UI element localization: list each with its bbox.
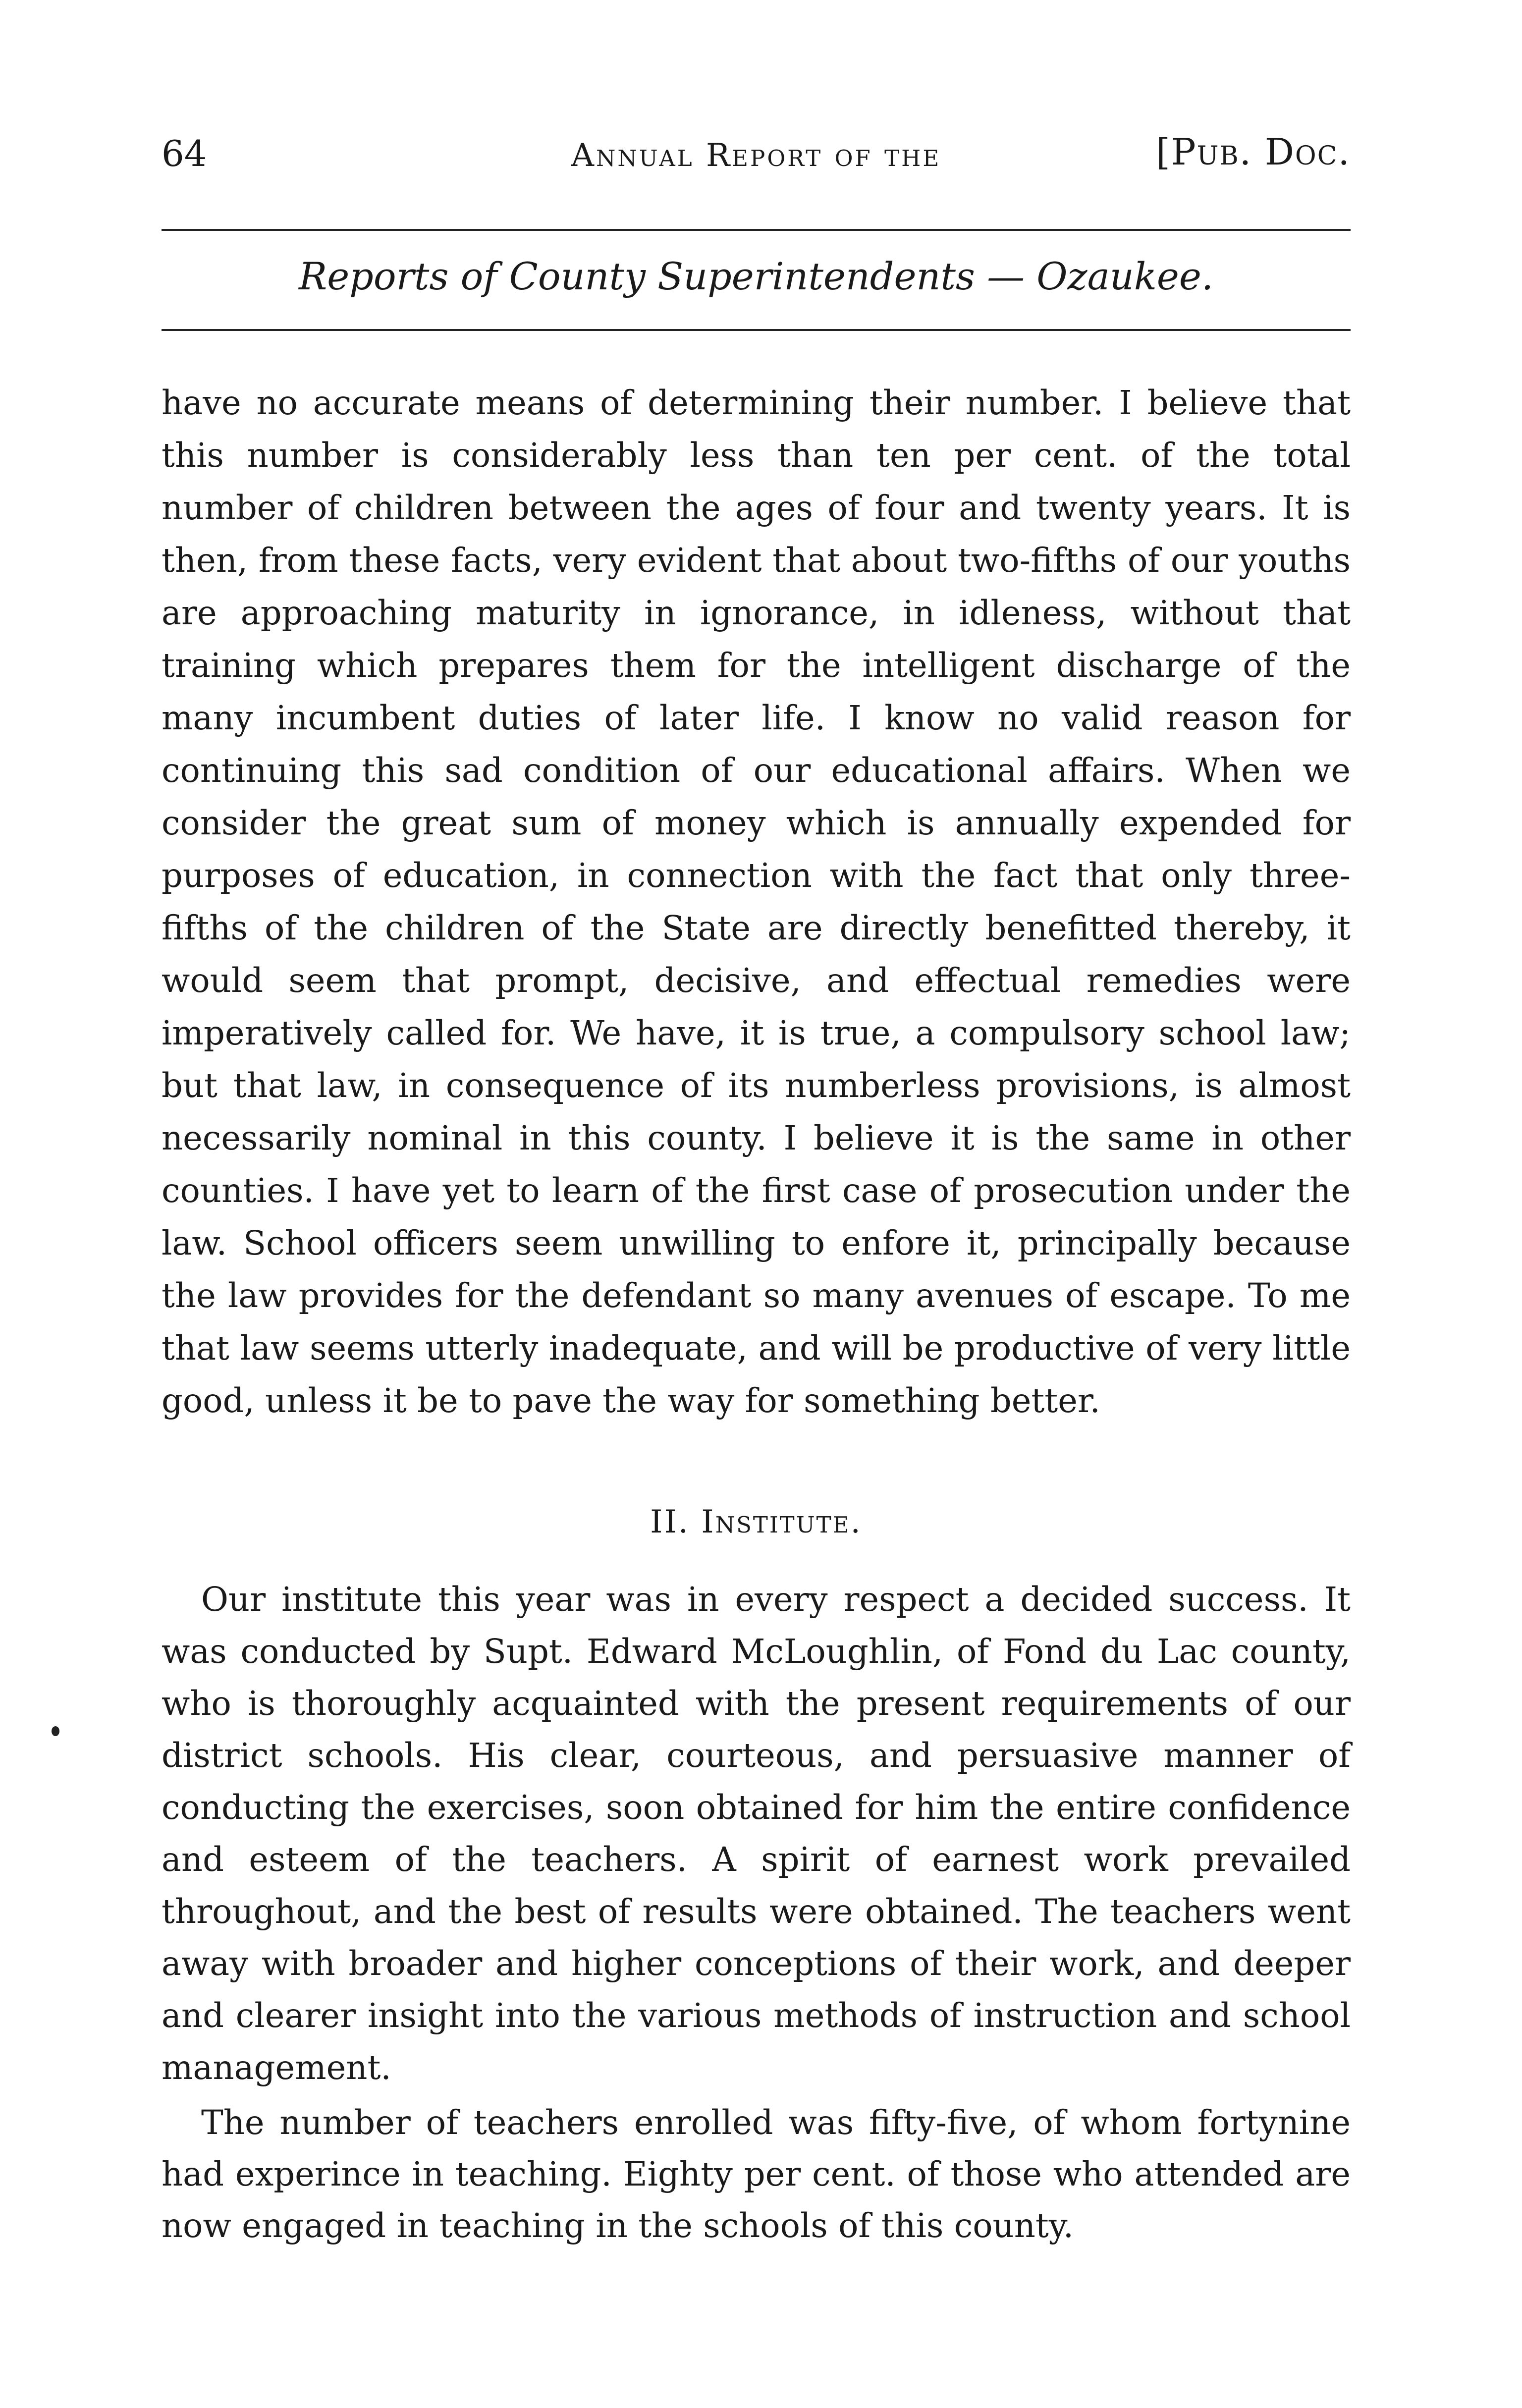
header-rule-top [162,229,1351,231]
running-title: Annual Report of the [571,137,941,174]
paragraph-continuation: have no accurate means of determining their number. I believe that this number is considerably less than ten per cent. of the total number of children between the ages of four and twenty years. It is then, from these facts, very evident that about two-fifths of our youths are approaching maturity in ignorance, in idleness, without that training which prepares them for the intelligent discharge of the many incumbent duties of later life. I know no valid reason for continuing this sad condition of our educational affairs. When we consider the great sum of money which is annually expended for purposes of education, in connection with the fact that only three-fifths of the children of the State are directly benefitted thereby, it would seem that prompt, decisive, and effectual remedies were imperatively called for. We have, it is true, a compulsory school law; but that law, in consequence of its numberless provisions, is almost necessarily nominal in this county. I believe it is the same in other counties. I have yet to learn of the first case of prosecution under the law. School officers seem unwilling to enfore it, principally because the law provides for the defendant so many avenues of escape. To me that law seems utterly inadequate, and will be productive of very little good, unless it be to pave the way for something better. [162,383,1351,1420]
paragraph-institute: Our institute this year was in every respect a decided success. It was conducted by Supt. Edward McLoughlin, of Fond du Lac county, who is thoroughly acquainted with the present requirements of our district schools. His clear, courteous, and persuasive manner of conducting the exercises, soon obtained for him the entire confidence and esteem of the teachers. A spirit of earnest work prevailed throughout, and the best of results were obtained. The teachers went away with broader and higher conceptions of their work, and deeper and clearer insight into the various methods of instruction and school management. [162,1580,1351,2087]
page-header [162,128,1351,182]
margin-mark [52,1726,59,1736]
section-heading-institute: II. Institute. [650,1504,862,1540]
page-number: 64 [162,133,207,174]
section-subtitle: Reports of County Superintendents — Ozaukee. [298,254,1213,298]
document-label: [Pub. Doc. [1155,131,1351,173]
paragraph-enrollment: The number of teachers enrolled was fifty-five, of whom fortynine had experince in teaching. Eighty per cent. of those who attended are now engaged in teaching in the schools of this county. [162,2103,1351,2245]
header-rule-bottom [162,329,1351,331]
